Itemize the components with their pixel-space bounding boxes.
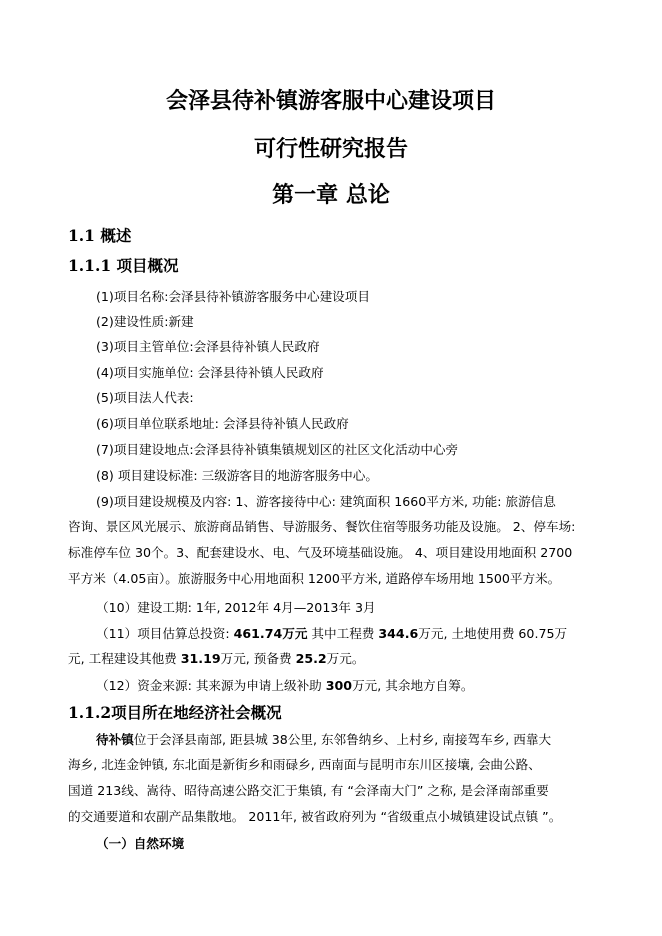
economy-line-1: [96, 729, 551, 748]
reserve-label: 万元, 预备费: [220, 651, 296, 666]
reserve-unit: 万元。: [326, 651, 365, 666]
item-project-name: (1)项目名称:会泽县待补镇游客服务中心建设项目: [96, 289, 370, 304]
other-fee-label: 元, 工程建设其他费: [68, 651, 181, 666]
report-subtitle: 可行性研究报告: [253, 136, 408, 162]
item-scale-line-2: 咨询、景区风光展示、旅游商品销售、导游服务、餐饮住宿等服务功能及设施。 2、停车场:: [68, 519, 576, 534]
item-nature: (2)建设性质:新建: [96, 314, 194, 329]
report-title: 会泽县待补镇游客服中心建设项目: [165, 88, 496, 114]
economy-line-1-text: 位于会泽县南部, 距县城 38公里, 东邻鲁纳乡、上村乡, 南接驾车乡, 西靠大: [133, 732, 552, 747]
economy-line-3: 国道 213线、嵩待、昭待高速公路交汇于集镇, 有 “会泽南大门” 之称, 是会泽南部重要: [68, 783, 549, 798]
item-funding: [96, 675, 473, 694]
funding-rest: 万元, 其余地方自筹。: [352, 678, 474, 693]
item-supervisor: (3)项目主管单位:会泽县待补镇人民政府: [96, 339, 320, 354]
subsection-natural-environment: （一）自然环境: [96, 836, 185, 851]
item-standard: (8) 项目建设标准: 三级游客目的地游客服务中心。: [96, 468, 378, 483]
section-heading-1-1-1: 1.1.1 项目概况: [68, 256, 179, 275]
economy-line-4: 的交通要道和农副产品集散地。 2011年, 被省政府列为 “省级重点小城镇建设试点镇 ”。: [68, 809, 562, 824]
chapter-title: 第一章 总论: [272, 182, 390, 208]
engineering-label: 其中工程费: [307, 626, 379, 641]
item-scale-line-1: (9)项目建设规模及内容: 1、游客接待中心: 建筑面积 1660平方米, 功能: 旅游信息: [96, 494, 556, 509]
reserve-fee: 25.2: [295, 651, 327, 666]
investment-label: （11）项目估算总投资:: [96, 626, 234, 641]
section-heading-1-1: 1.1 概述: [68, 226, 132, 245]
town-name: 待补镇: [96, 732, 134, 747]
item-legal-rep: (5)项目法人代表:: [96, 390, 194, 405]
item-scale-line-3: 标准停车位 30个。3、配套建设水、电、气及环境基础设施。 4、项目建设用地面积 2700: [68, 545, 573, 560]
item-scale-line-4: 平方米（4.05亩）。旅游服务中心用地面积 1200平方米, 道路停车场用地 1500平方米。: [68, 571, 561, 586]
engineering-fee: 344.6: [378, 626, 419, 641]
item-schedule: （10）建设工期: 1年, 2012年 4月—2013年 3月: [96, 600, 376, 615]
item-address: (6)项目单位联系地址: 会泽县待补镇人民政府: [96, 416, 349, 431]
other-fee: 31.19: [180, 651, 221, 666]
funding-amount: 300: [325, 678, 353, 693]
section-heading-1-1-2: 1.1.2项目所在地经济社会概况: [68, 703, 282, 722]
item-location: (7)项目建设地点:会泽县待补镇集镇规划区的社区文化活动中心旁: [96, 442, 459, 457]
land-fee-text: 万元, 土地使用费 60.75万: [418, 626, 568, 641]
item-investment-line-2: [68, 648, 364, 667]
funding-label: （12）资金来源: 其来源为申请上级补助: [96, 678, 326, 693]
item-implementer: (4)项目实施单位: 会泽县待补镇人民政府: [96, 365, 324, 380]
item-investment-line-1: [96, 623, 567, 642]
investment-total: 461.74万元: [233, 626, 308, 641]
economy-line-2: 海乡, 北连金钟镇, 东北面是新街乡和雨碌乡, 西南面与昆明市东川区接壤, 会曲公路、: [68, 757, 541, 772]
